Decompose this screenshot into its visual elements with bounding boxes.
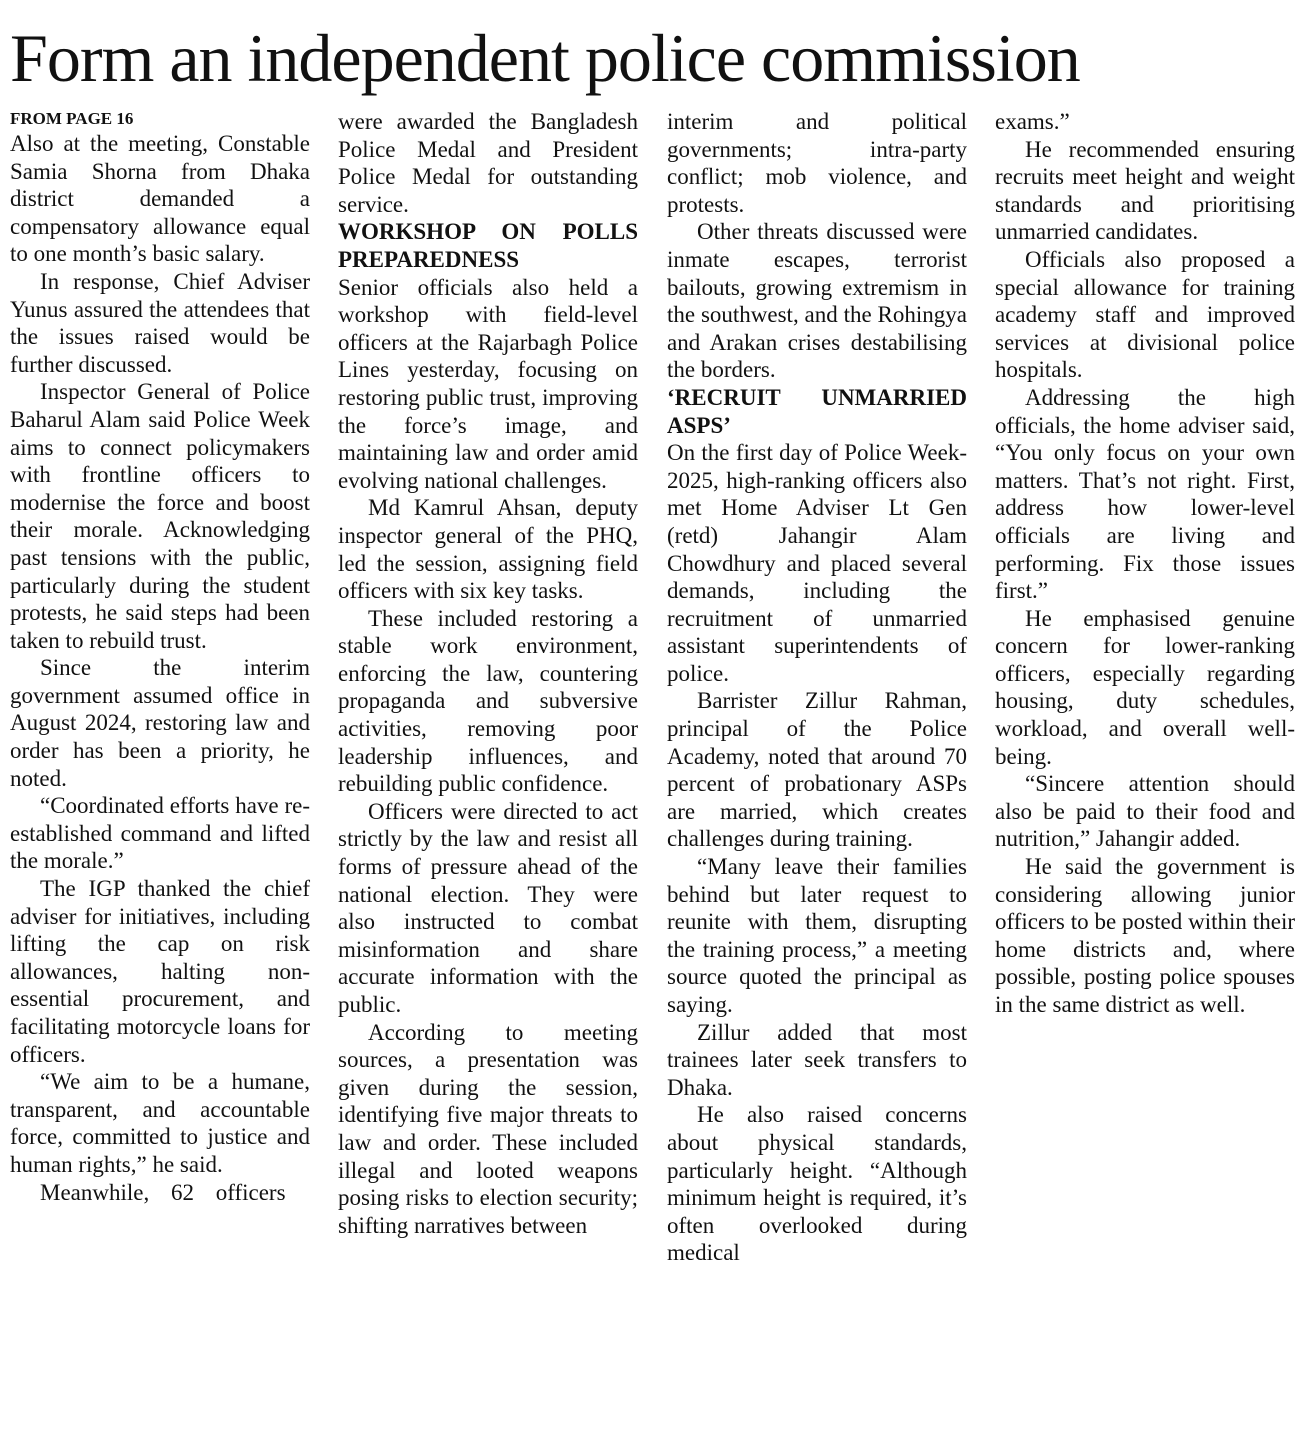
paragraph: “We aim to be a humane, transparent, and accountable force, committed to justice and human rights,” he said. [10,1069,310,1177]
paragraph: According to meeting sources, a presentation was given during the session, identifying five major threats to law and order. These included illegal and looted weapons posing risks to election security; shifting narratives between [338,1019,638,1238]
paragraph: Inspector General of Police Baharul Alam said Police Week aims to connect policymakers with frontline officers to modernise the force and boost their morale. Acknowledging past tensions with the public, particularly during the student protests, he said steps had been taken to rebuild trust. [10,379,310,653]
paragraph: were awarded the Bangladesh Police Medal and President Police Medal for outstanding service. [338,109,638,217]
paragraph: “Coordinated efforts have re-established command and lifted the morale.” [10,793,310,874]
paragraph: Officers were directed to act strictly by the law and resist all forms of pressure ahead of the national election. They were also instructed to combat misinformation and share accurate information with the public. [338,798,638,1017]
paragraph: He recommended ensuring recruits meet height and weight standards and prioritising unmarried candidates. [995,136,1295,245]
paragraph: On the first day of Police Week-2025, high-ranking officers also met Home Adviser Lt Gen (retd) Jahangir Alam Chowdhury and placed several demands, including the recruitment of unmarried assistant superintendents of police. [667,440,967,686]
column-4 [995,108,1295,1019]
paragraph: exams.” [995,109,1070,134]
subhead-polls-preparedness: WORKSHOP ON POLLS PREPAREDNESS [338,219,638,272]
paragraph: “Sincere attention should also be paid to their food and nutrition,” Jahangir added. [995,771,1295,852]
paragraph: Meanwhile, 62 officers [40,1179,286,1205]
article-body [10,108,1296,1438]
column-3 [667,108,967,1267]
paragraph: In response, Chief Adviser Yunus assured the attendees that the issues raised would be further discussed. [10,268,310,377]
paragraph: interim and political governments; intra-party conflict; mob violence, and protests. [667,109,967,217]
paragraph: He said the government is considering allowing junior officers to be posted within their home districts and, where possible, posting police spouses in the same district as well. [995,854,1295,1017]
paragraph: Senior officials also held a workshop with field-level officers at the Rajarbagh Police Lines yesterday, focusing on restoring public trust, improving the force’s image, and maintaining law and order amid evolving national challenges. [338,274,638,493]
paragraph: Addressing the high officials, the home adviser said, “You only focus on your own matters. That’s not right. First, address how lower-level officials are living and performing. Fix those issues first.” [995,384,1295,604]
paragraph: Barrister Zillur Rahman, principal of the Police Academy, noted that around 70 percent of probationary ASPs are married, which creates challenges during training. [667,688,967,852]
subhead-recruit-unmarried: ‘RECRUIT UNMARRIED ASPS’ [667,384,967,438]
column-2 [338,108,638,1239]
paragraph: He also raised concerns about physical standards, particularly height. “Although minimum height is required, it’s often overlooked during medical [667,1102,967,1266]
paragraph: “Many leave their families behind but later request to reunite with them, disrupting the training process,” a meeting source quoted the principal as saying. [667,854,967,1017]
paragraph: He emphasised genuine concern for lower-ranking officers, especially regarding housing, duty schedules, workload, and overall well-being. [995,605,1295,769]
headline: Form an independent police commission [10,20,1080,96]
jump-label: FROM PAGE 16 [10,109,134,128]
column-1 [10,108,310,1206]
paragraph: Also at the meeting, Constable Samia Shorna from Dhaka district demanded a compensatory allowance equal to one month’s basic salary. [10,131,310,267]
paragraph: Since the interim government assumed office in August 2024, restoring law and order has been a priority, he noted. [10,655,310,791]
paragraph: These included restoring a stable work environment, enforcing the law, countering propaganda and subversive activities, removing poor leadership influences, and rebuilding public confidence. [338,605,638,797]
paragraph: The IGP thanked the chief adviser for initiatives, including lifting the cap on risk allowances, halting non-essential procurement, and facilitating motorcycle loans for officers. [10,876,310,1067]
paragraph: Md Kamrul Ahsan, deputy inspector general of the PHQ, led the session, assigning field officers with six key tasks. [338,495,638,604]
paragraph: Officials also proposed a special allowance for training academy staff and improved services at divisional police hospitals. [995,246,1295,383]
paragraph: Zillur added that most trainees later seek transfers to Dhaka. [667,1019,967,1100]
paragraph: Other threats discussed were inmate escapes, terrorist bailouts, growing extremism in the southwest, and the Rohingya and Arakan crises destabilising the borders. [667,219,967,383]
